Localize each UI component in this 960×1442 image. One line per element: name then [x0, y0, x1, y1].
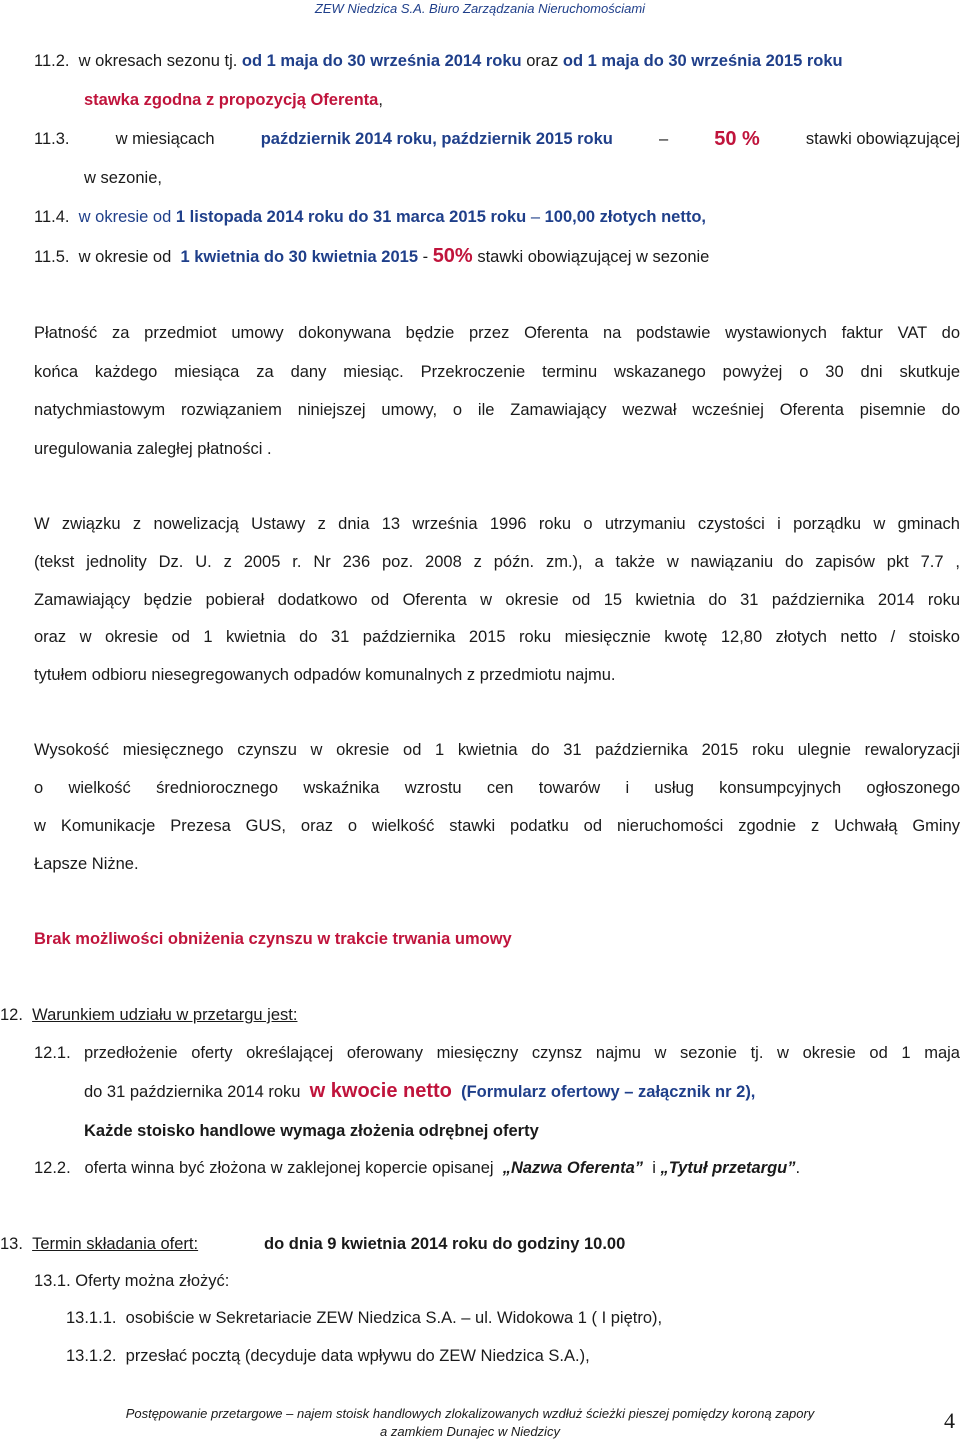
rent-line: Wysokość miesięcznego czynszu w okresie od 1 kwietnia do 31 października 2015 roku ulegnie rewaloryzacji — [34, 741, 960, 759]
label-offer-name: „Nazwa Oferenta” — [502, 1159, 644, 1177]
net-amount-note: w kwocie netto — [309, 1080, 452, 1102]
item-text: oraz — [526, 52, 559, 70]
dash: - — [422, 248, 429, 266]
section-number: 12. — [0, 1006, 23, 1024]
rent-line: w Komunikacje Prezesa GUS, oraz o wielkość stawki podatku od nieruchomości zgodnie z Uchwałą Gminy — [34, 817, 960, 835]
item-11-3-cont — [84, 167, 162, 189]
item-12-1-line2 — [84, 1080, 755, 1103]
waste-line: oraz w okresie od 1 kwietnia do 31 października 2015 roku miesięcznie kwotę 12,80 złotych netto / stoisko — [34, 628, 960, 646]
item-12-2 — [34, 1157, 800, 1179]
item-text: przesłać pocztą (decyduje data wpływu do ZEW Niedzica S.A.), — [125, 1347, 590, 1365]
item-13-1: 13.1. Oferty można złożyć: — [34, 1272, 230, 1290]
item-13-1-2 — [66, 1345, 590, 1367]
punct: , — [378, 91, 383, 109]
no-reduction-notice: Brak możliwości obniżenia czynszu w trakcie trwania umowy — [34, 930, 512, 948]
section-title: Termin składania ofert: — [32, 1235, 199, 1253]
item-number: 11.3. — [34, 130, 70, 148]
section-13-heading — [0, 1233, 198, 1255]
period-april: 1 kwietnia do 30 kwietnia 2015 — [180, 248, 418, 266]
item-text: stawki obowiązującej — [805, 130, 960, 148]
page-header: ZEW Niedzica S.A. Biuro Zarządzania Nieruchomościami — [314, 1, 646, 16]
payment-line: uregulowania zaległej płatności . — [34, 440, 272, 458]
amount-value: 100,00 złotych netto, — [544, 208, 706, 226]
waste-line: tytułem odbioru niesegregowanych odpadów komunalnych z przedmiotu najmu. — [34, 666, 616, 684]
item-text: w miesiącach — [115, 130, 215, 148]
item-text: w okresie od — [78, 208, 172, 226]
payment-line: końca każdego miesiąca za dany miesiąc. Przekroczenie terminu wskazanego powyżej o 30 dni skutkuje — [34, 363, 960, 381]
waste-line: W związku z nowelizacją Ustawy z dnia 13 września 1996 roku o utrzymaniu czystości i porządku w gminach — [34, 515, 960, 533]
item-11-2-cont — [84, 89, 383, 111]
item-number: 13.1.2. — [66, 1347, 117, 1365]
footer-line: a zamkiem Dunajec w Niedzicy — [380, 1424, 560, 1439]
period-2015: od 1 maja do 30 września 2015 roku — [562, 52, 843, 70]
item-text: do 31 października 2014 roku — [84, 1083, 301, 1101]
rent-line: o wielkość średniorocznego wskaźnika wzrostu cen towarów i usług konsumpcyjnych ogłoszonego — [34, 779, 960, 797]
item-text: w okresach sezonu tj. — [78, 52, 238, 70]
dash: – — [530, 208, 541, 226]
item-text: osobiście w Sekretariacie ZEW Niedzica S.A. – ul. Widokowa 1 ( I piętro), — [125, 1309, 663, 1327]
rent-line: Łapsze Niżne. — [34, 855, 139, 873]
item-13-1-1 — [66, 1307, 662, 1329]
period-october: październik 2014 roku, październik 2015 roku — [260, 130, 613, 148]
percent-value: 50 % — [714, 128, 760, 150]
item-number: 11.5. — [34, 248, 70, 266]
item-12-1-line3: Każde stoisko handlowe wymaga złożenia odrębnej oferty — [84, 1122, 539, 1140]
rate-note: stawka zgodna z propozycją Oferenta — [84, 91, 379, 109]
form-reference: (Formularz ofertowy – załącznik nr 2), — [461, 1083, 756, 1101]
waste-line: (tekst jednolity Dz. U. z 2005 r. Nr 236 poz. 2008 z późn. zm.), a także w nawiązaniu do zapisów pkt 7.7 , — [34, 553, 960, 571]
item-number: 11.4. — [34, 208, 70, 226]
section-title: Warunkiem udziału w przetargu jest: — [32, 1006, 298, 1024]
item-number: 13.1.1. — [66, 1309, 117, 1327]
percent-value: 50% — [432, 245, 473, 267]
section-12-heading — [0, 1004, 297, 1026]
footer-line: Postępowanie przetargowe – najem stoisk handlowych zlokalizowanych wzdłuż ścieżki pieszej pomiędzy koroną zapory — [125, 1406, 815, 1421]
label-tender-title: „Tytuł przetargu” — [660, 1159, 796, 1177]
item-text: stawki obowiązującej w sezonie — [477, 248, 710, 266]
period-2014: od 1 maja do 30 września 2014 roku — [241, 52, 522, 70]
item-11-3 — [34, 128, 960, 150]
item-text: oferta winna być złożona w zaklejonej kopercie opisanej — [84, 1159, 494, 1177]
waste-line: Zamawiający będzie pobierał dodatkowo od Oferenta w okresie od 15 kwietnia do 31 października 2014 roku — [34, 591, 960, 609]
item-text: w sezonie, — [84, 169, 162, 187]
item-11-2 — [34, 50, 843, 72]
punct: . — [795, 1159, 801, 1177]
payment-line: Płatność za przedmiot umowy dokonywana będzie przez Oferenta na podstawie wystawionych faktur VAT do — [34, 324, 960, 342]
payment-line: natychmiastowym rozwiązaniem niniejszej umowy, o ile Zamawiający wezwał wcześniej Oferenta pisemnie do — [34, 401, 960, 419]
deadline: do dnia 9 kwietnia 2014 roku do godziny 10.00 — [264, 1235, 626, 1253]
item-text: i — [652, 1159, 656, 1177]
item-12-1-num: 12.1. — [34, 1044, 71, 1062]
item-text: w okresie od — [78, 248, 172, 266]
section-number: 13. — [0, 1235, 23, 1253]
item-number: 11.2. — [34, 52, 70, 70]
item-number: 12.2. — [34, 1159, 71, 1177]
period-winter: 1 listopada 2014 roku do 31 marca 2015 roku — [175, 208, 527, 226]
item-12-1-line1: przedłożenie oferty określającej oferowany miesięczny czynsz najmu w sezonie tj. w okresie od 1 maja — [84, 1044, 960, 1062]
dash: – — [658, 130, 669, 148]
page-number: 4 — [944, 1408, 955, 1433]
item-11-5 — [34, 245, 709, 268]
item-11-4 — [34, 206, 706, 228]
